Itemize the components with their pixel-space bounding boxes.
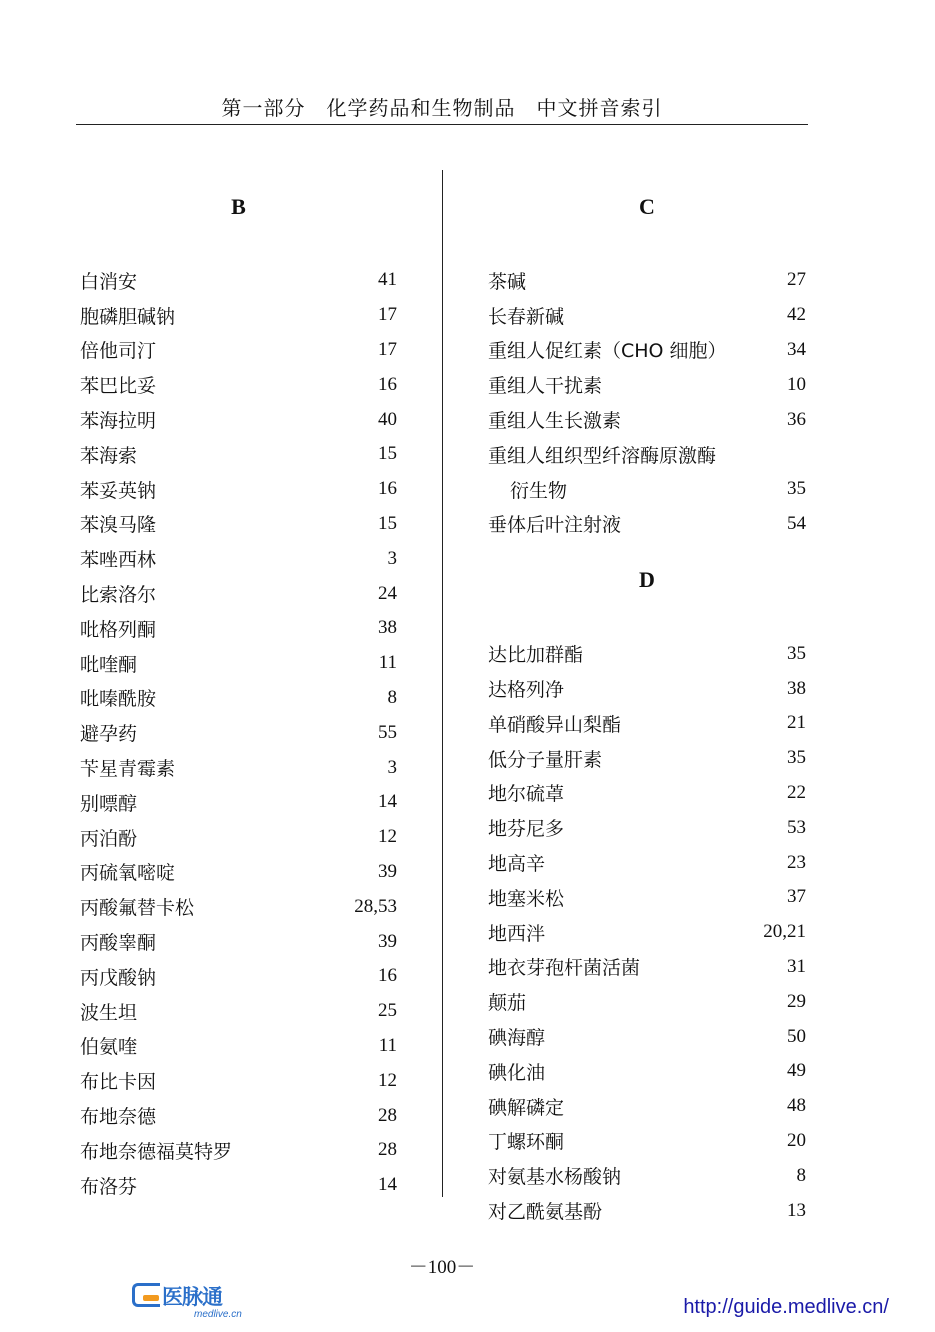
index-term: 吡格列酮: [80, 618, 157, 641]
index-entry: [80, 715, 397, 750]
index-page-ref: 11: [378, 652, 397, 674]
index-term: 丙戊酸钠: [80, 966, 157, 989]
index-entry: [80, 855, 397, 890]
index-term: 布地奈德福莫特罗: [80, 1140, 233, 1163]
index-page-ref: 14: [378, 791, 397, 813]
index-page-ref: 35: [787, 642, 806, 664]
index-term: 苯海拉明: [80, 410, 157, 433]
index-page-ref: 27: [787, 269, 806, 291]
index-entry: [488, 472, 806, 507]
index-column-left: [80, 192, 397, 1203]
index-term: 倍他司汀: [80, 340, 157, 363]
index-term: 比索洛尔: [80, 584, 157, 607]
footer-url-link[interactable]: http://guide.medlive.cn/: [683, 1296, 889, 1318]
index-entry: [80, 1063, 397, 1098]
index-entry: [488, 437, 806, 472]
index-entry: [488, 1193, 806, 1228]
index-entry: [80, 333, 397, 368]
index-list-c: [488, 263, 806, 541]
index-entry: [80, 785, 397, 820]
index-page-ref: 39: [378, 930, 397, 952]
index-entry: [80, 507, 397, 542]
index-term: 丙硫氧嘧啶: [80, 862, 176, 885]
page-header-title: 第一部分 化学药品和生物制品 中文拼音索引: [221, 96, 663, 120]
index-term: 丙酸氟替卡松: [80, 897, 195, 920]
index-entry: [488, 706, 806, 741]
index-entry: [488, 1089, 806, 1124]
index-term: 伯氨喹: [80, 1036, 138, 1059]
index-page-ref: 54: [787, 512, 806, 534]
index-term: 对乙酰氨基酚: [488, 1201, 603, 1224]
index-term: 丁螺环酮: [488, 1131, 565, 1154]
index-term: 重组人促红素（CHO 细胞）: [488, 340, 727, 363]
index-entry: [80, 681, 397, 716]
index-entry: [80, 263, 397, 298]
index-page-ref: 20,21: [763, 921, 806, 943]
index-entry: [80, 402, 397, 437]
index-term: 对氨基水杨酸钠: [488, 1166, 622, 1189]
index-page-ref: 8: [796, 1164, 806, 1186]
index-page-ref: 14: [378, 1174, 397, 1196]
index-page-ref: 28: [378, 1104, 397, 1126]
index-term: 苯溴马隆: [80, 514, 157, 537]
index-page-ref: 17: [378, 304, 397, 326]
index-entry: [488, 671, 806, 706]
index-term: 布地奈德: [80, 1106, 157, 1129]
index-page-ref: 17: [378, 338, 397, 360]
index-term: 地芬尼多: [488, 818, 565, 841]
section-letter-b: B: [231, 194, 246, 219]
index-page-ref: 11: [378, 1034, 397, 1056]
index-page-ref: 15: [378, 443, 397, 465]
index-entry: [80, 437, 397, 472]
index-entry: [80, 472, 397, 507]
index-term: 苯唑西林: [80, 549, 157, 572]
index-entry: [488, 263, 806, 298]
index-page-ref: 38: [378, 617, 397, 639]
index-page-ref: 13: [787, 1199, 806, 1221]
index-term: 地尔硫䓬: [488, 783, 565, 806]
index-entry: [488, 776, 806, 811]
index-entry: [488, 1158, 806, 1193]
index-entry: [80, 367, 397, 402]
index-page-ref: 28: [378, 1139, 397, 1161]
index-page-ref: 39: [378, 860, 397, 882]
section-letter-c: C: [639, 194, 655, 219]
index-entry: [80, 889, 397, 924]
index-entry: [80, 1098, 397, 1133]
index-entry: [80, 611, 397, 646]
index-page-ref: 3: [387, 756, 397, 778]
index-page-ref: 34: [787, 338, 806, 360]
index-entry: [488, 507, 806, 542]
index-entry: [80, 646, 397, 681]
index-term: 地高辛: [488, 853, 546, 876]
index-page-ref: 3: [387, 547, 397, 569]
index-term: 碘化油: [488, 1061, 546, 1084]
index-page-ref: 8: [387, 686, 397, 708]
index-entry: [80, 924, 397, 959]
index-term: 低分子量肝素: [488, 748, 603, 771]
index-page-ref: 48: [787, 1095, 806, 1117]
index-entry: [80, 576, 397, 611]
index-term: 胞磷胆碱钠: [80, 305, 176, 328]
index-list-b: [80, 263, 397, 1203]
logo-mark-icon: [132, 1283, 160, 1307]
index-page-ref: 20: [787, 1129, 806, 1151]
index-page-ref: 35: [787, 478, 806, 500]
index-entry: [488, 741, 806, 776]
index-entry: [80, 959, 397, 994]
index-page-ref: 15: [378, 512, 397, 534]
index-page-ref: 53: [787, 816, 806, 838]
index-page-ref: 25: [378, 1000, 397, 1022]
index-term: 苯妥英钠: [80, 479, 157, 502]
index-term: 碘海醇: [488, 1027, 546, 1050]
index-term: 衍生物: [510, 479, 568, 502]
header-rule: [76, 124, 808, 125]
index-entry: [80, 1168, 397, 1203]
index-page-ref: 29: [787, 990, 806, 1012]
index-term: 苯巴比妥: [80, 375, 157, 398]
index-entry: [488, 636, 806, 671]
index-entry: [488, 367, 806, 402]
column-divider: [442, 170, 443, 1197]
index-page-ref: 42: [787, 304, 806, 326]
index-page-ref: 40: [378, 408, 397, 430]
page-number: －100－: [408, 1257, 476, 1278]
index-page-ref: 28,53: [354, 895, 397, 917]
index-term: 长春新碱: [488, 305, 565, 328]
index-entry: [80, 750, 397, 785]
index-page-ref: 10: [787, 373, 806, 395]
index-entry: [488, 810, 806, 845]
index-entry: [488, 1124, 806, 1159]
index-page-ref: 37: [787, 886, 806, 908]
index-term: 茶碱: [488, 270, 527, 293]
index-entry: [80, 820, 397, 855]
index-term: 重组人组织型纤溶酶原激酶: [488, 444, 717, 467]
index-term: 布洛芬: [80, 1175, 138, 1198]
index-page-ref: 24: [378, 582, 397, 604]
index-page-ref: 12: [378, 826, 397, 848]
medlive-logo: [132, 1281, 242, 1323]
index-page-ref: 49: [787, 1060, 806, 1082]
index-page-ref: 41: [378, 269, 397, 291]
index-entry: [488, 402, 806, 437]
index-page-ref: 21: [787, 712, 806, 734]
index-page-ref: 50: [787, 1025, 806, 1047]
index-term: 苄星青霉素: [80, 758, 176, 781]
index-page-ref: 16: [378, 373, 397, 395]
index-page-ref: 55: [378, 721, 397, 743]
index-entry: [80, 298, 397, 333]
index-entry: [80, 994, 397, 1029]
index-list-d: [488, 636, 806, 1228]
index-term: 重组人生长激素: [488, 410, 622, 433]
index-term: 波生坦: [80, 1001, 138, 1024]
index-term: 达比加群酯: [488, 644, 584, 667]
index-term: 垂体后叶注射液: [488, 514, 622, 537]
index-term: 达格列净: [488, 679, 565, 702]
index-entry: [488, 845, 806, 880]
index-page-ref: 35: [787, 747, 806, 769]
index-term: 重组人干扰素: [488, 375, 603, 398]
logo-text: 医脉通: [162, 1285, 222, 1309]
index-term: 地衣芽孢杆菌活菌: [488, 957, 641, 980]
index-page-ref: 38: [787, 677, 806, 699]
index-term: 单硝酸异山梨酯: [488, 713, 622, 736]
index-term: 布比卡因: [80, 1071, 157, 1094]
logo-subtext: medlive.cn: [194, 1309, 242, 1320]
index-term: 吡嗪酰胺: [80, 688, 157, 711]
index-page-ref: 12: [378, 1069, 397, 1091]
index-term: 地塞米松: [488, 887, 565, 910]
index-entry: [80, 541, 397, 576]
index-term: 丙酸睾酮: [80, 932, 157, 955]
index-entry: [488, 333, 806, 368]
index-entry: [80, 1029, 397, 1064]
index-term: 别嘌醇: [80, 792, 138, 815]
index-term: 避孕药: [80, 723, 138, 746]
index-entry: [488, 950, 806, 985]
index-entry: [488, 915, 806, 950]
index-page-ref: 36: [787, 408, 806, 430]
index-entry: [488, 298, 806, 333]
section-letter-d: D: [639, 567, 655, 593]
index-term: 颠茄: [488, 992, 527, 1015]
index-term: 白消安: [80, 270, 138, 293]
index-term: 丙泊酚: [80, 827, 138, 850]
index-entry: [488, 1054, 806, 1089]
index-page-ref: 31: [787, 955, 806, 977]
index-term: 碘解磷定: [488, 1096, 565, 1119]
index-term: 吡喹酮: [80, 653, 138, 676]
index-page-ref: 16: [378, 965, 397, 987]
index-entry: [488, 880, 806, 915]
index-column-right: [488, 192, 806, 1228]
index-term: 地西泮: [488, 922, 546, 945]
index-term: 苯海索: [80, 444, 138, 467]
index-page-ref: 22: [787, 781, 806, 803]
index-entry: [80, 1133, 397, 1168]
index-entry: [488, 1019, 806, 1054]
index-entry: [488, 984, 806, 1019]
index-page-ref: 16: [378, 478, 397, 500]
index-page-ref: 23: [787, 851, 806, 873]
